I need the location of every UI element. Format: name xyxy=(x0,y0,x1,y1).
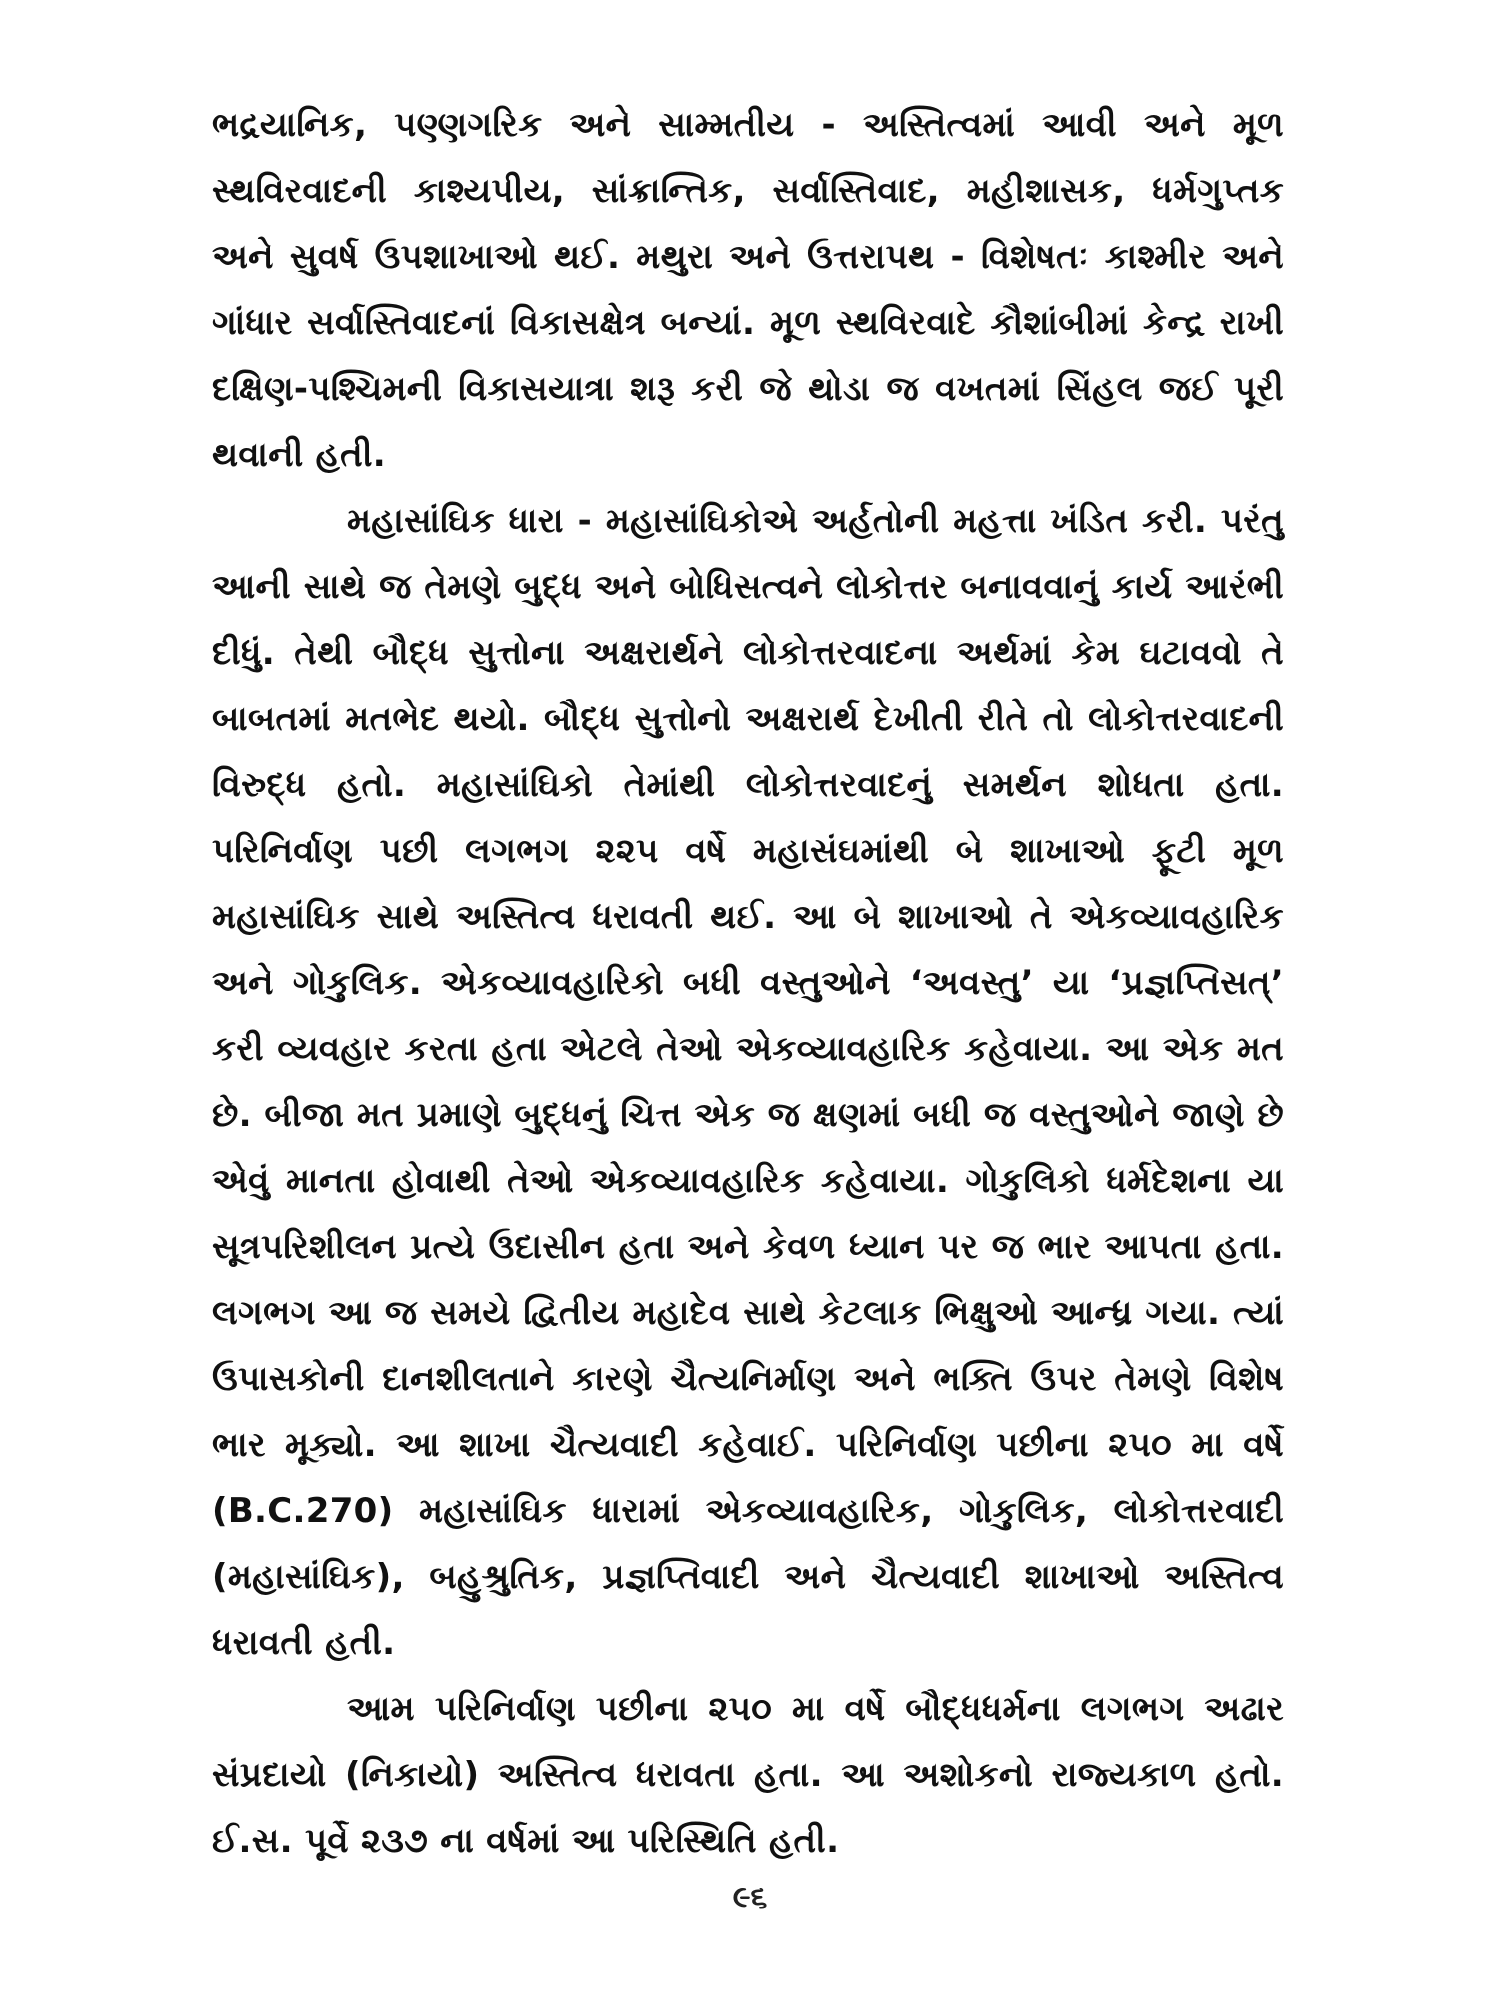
book-page-body xyxy=(212,92,1284,1874)
paragraph-eighteen-sects: આમ પરિનિર્વાણ પછીના ૨૫૦ મા વર્ષે બૌદ્ધધર્મના લગભગ અઢાર સંપ્રદાયો (નિકાયો) અસ્તિત્વ ધરાવતા હતા. આ અશોકનો રાજ્યકાળ હતો. ઈ.સ. પૂર્વે ૨૩૭ ના વર્ષમાં આ પરિસ્થિતિ હતી. xyxy=(212,1689,1284,1861)
paragraph-mahasanghika-stream: મહાસાંઘિક ધારા - મહાસાંઘિકોએ અર્હતોની મહત્તા ખંડિત કરી. પરંતુ આની સાથે જ તેમણે બુદ્ધ અને બોધિસત્વને લોકોત્તર બનાવવાનું કાર્ય આરંભી દીધું. તેથી બૌદ્ધ સુત્તોના અક્ષરાર્થને લોકોત્તરવાદના અર્થમાં કેમ ઘટાવવો તે બાબતમાં મતભેદ થયો. બૌદ્ધ સુત્તોનો અક્ષરાર્થ દેખીતી રીતે તો લોકોત્તરવાદની વિરુદ્ધ હતો. મહાસાંઘિકો તેમાંથી લોકોત્તરવાદનું સમર્થન શોધતા હતા. પરિનિર્વાણ પછી લગભગ ૨૨૫ વર્ષે મહાસંઘમાંથી બે શાખાઓ ફૂટી મૂળ મહાસાંઘિક સાથે અસ્તિત્વ ધરાવતી થઈ. આ બે શાખાઓ તે એકવ્યાવહારિક અને ગોકુલિક. એકવ્યાવહારિકો બધી વસ્તુઓને ‘અવસ્તુ’ યા ‘પ્રજ્ઞપ્તિસત્’ કરી વ્યવહાર કરતા હતા એટલે તેઓ એકવ્યાવહારિક કહેવાયા. આ એક મત છે. બીજા મત પ્રમાણે બુદ્ધનું ચિત્ત એક જ ક્ષણમાં બધી જ વસ્તુઓને જાણે છે એવું માનતા હોવાથી તેઓ એકવ્યાવહારિક કહેવાયા. ગોકુલિકો ધર્મદેશના યા સૂત્રપરિશીલન પ્રત્યે ઉદાસીન હતા અને કેવળ ધ્યાન પર જ ભાર આપતા હતા. લગભગ આ જ સમયે દ્વિતીય મહાદેવ સાથે કેટલાક ભિક્ષુઓ આન્ધ્ર ગયા. ત્યાં ઉપાસકોની દાનશીલતાને કારણે ચૈત્યનિર્માણ અને ભક્તિ ઉપર તેમણે વિશેષ ભાર મૂક્યો. આ શાખા ચૈત્યવાદી કહેવાઈ. પરિનિર્વાણ પછીના ૨૫૦ મા વર્ષે (B.C.270) મહાસાંઘિક ધારામાં એકવ્યાવહારિક, ગોકુલિક, લોકોત્તરવાદી (મહાસાંઘિક), બહુશ્રુતિક, પ્રજ્ઞપ્તિવાદી અને ચૈત્યવાદી શાખાઓ અસ્તિત્વ ધરાવતી હતી. xyxy=(212,501,1284,1663)
paragraph-sthaviravada-schools: ભદ્રયાનિક, પણ્ણગરિક અને સામ્મતીય - અસ્તિત્વમાં આવી અને મૂળ સ્થવિરવાદની કાશ્યપીય, સાંક્રાન્તિક, સર્વાસ્તિવાદ, મહીશાસક, ધર્મગુપ્તક અને સુવર્ષ ઉપશાખાઓ થઈ. મથુરા અને ઉત્તરાપથ - વિશેષતઃ કાશ્મીર અને ગાંધાર સર્વાસ્તિવાદનાં વિકાસક્ષેત્ર બન્યાં. મૂળ સ્થવિરવાદે કૌશાંબીમાં કેન્દ્ર રાખી દક્ષિણ-પશ્ચિમની વિકાસયાત્રા શરૂ કરી જે થોડા જ વખતમાં સિંહલ જઈ પૂરી થવાની હતી. xyxy=(212,105,1284,475)
page-number: ૯૬ xyxy=(732,1880,768,1915)
